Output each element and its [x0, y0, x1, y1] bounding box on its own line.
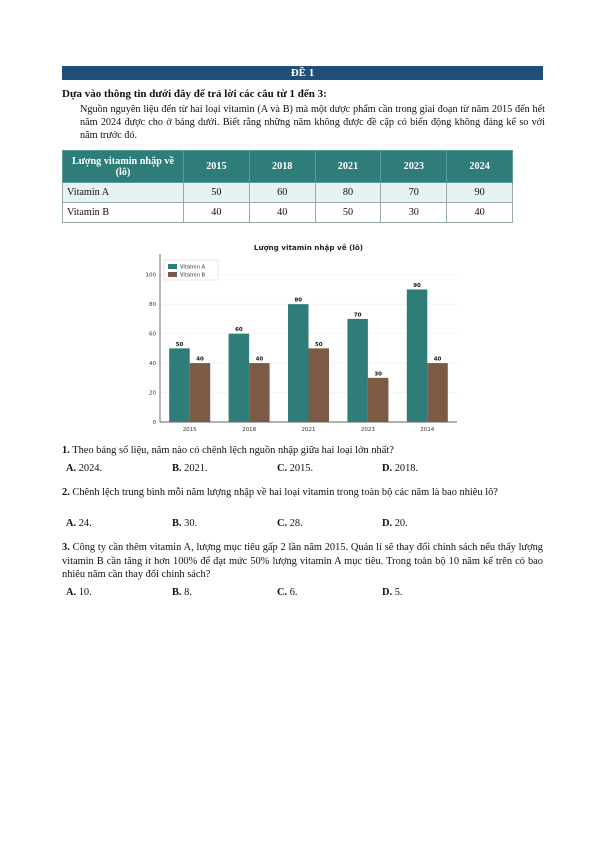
option-b[interactable] [172, 463, 208, 474]
bar [309, 348, 330, 422]
option-key: C. [277, 518, 288, 529]
option-text: 6. [289, 587, 298, 598]
table-header-label: Lượng vitamin nhập về (lô) [63, 151, 184, 183]
question-number: 3. [62, 542, 70, 553]
option-key: A. [66, 587, 77, 598]
bar-value-label: 70 [353, 312, 362, 319]
question-1-options [66, 463, 506, 477]
option-a[interactable] [66, 463, 102, 474]
exam-title: ĐỀ 1 [290, 67, 315, 79]
question-text: Chênh lệch trung bình mỗi năm lượng nhập về hai loại vitamin trong toàn bộ các năm là bao nhiêu lô? [72, 487, 498, 498]
legend-label: Vitamin B [180, 272, 206, 279]
y-tick-label: 100 [145, 272, 156, 279]
instructions: Dựa vào thông tin dưới đây để trả lời các câu từ 1 đến 3: [62, 88, 327, 100]
option-key: A. [66, 463, 77, 474]
bar [190, 363, 211, 422]
bar [288, 304, 309, 422]
option-text: 8. [184, 587, 192, 598]
table-row-label: Vitamin B [63, 203, 184, 223]
vitamin-table [62, 150, 513, 223]
x-tick-label: 2021 [301, 427, 316, 433]
option-key: B. [172, 587, 182, 598]
option-text: 5. [394, 587, 403, 598]
table-header-row [63, 151, 513, 183]
y-tick-label: 40 [149, 361, 156, 368]
bar-chart-container [135, 238, 465, 438]
table-cell: 50 [315, 203, 381, 223]
bar-value-label: 40 [433, 356, 442, 363]
question-1 [62, 444, 543, 458]
bar [347, 319, 368, 422]
option-b[interactable] [172, 587, 192, 598]
option-d[interactable] [382, 587, 403, 598]
table-cell: 60 [249, 183, 315, 203]
option-key: C. [277, 463, 288, 474]
option-c[interactable] [277, 587, 298, 598]
table-row [63, 183, 513, 203]
y-tick-label: 80 [149, 302, 156, 309]
x-tick-label: 2024 [420, 427, 435, 433]
option-c[interactable] [277, 463, 313, 474]
bar-value-label: 80 [294, 297, 303, 304]
option-d[interactable] [382, 463, 418, 474]
option-key: D. [382, 587, 393, 598]
table-header-year: 2023 [381, 151, 447, 183]
option-text: 2018. [394, 463, 419, 474]
question-2 [62, 486, 543, 500]
option-text: 30. [184, 518, 198, 529]
legend-swatch [168, 272, 177, 277]
option-text: 24. [78, 518, 92, 529]
option-key: C. [277, 587, 288, 598]
table-cell: 40 [249, 203, 315, 223]
chart-title: Lượng vitamin nhập về (lô) [253, 243, 364, 252]
question-3-options [66, 587, 506, 601]
bar-value-label: 90 [413, 282, 421, 289]
option-a[interactable] [66, 518, 92, 529]
table-row [63, 203, 513, 223]
table-cell: 30 [381, 203, 447, 223]
option-text: 2021. [184, 463, 208, 474]
question-3 [62, 541, 543, 582]
bar [169, 348, 190, 422]
table-row-label: Vitamin A [63, 183, 184, 203]
option-text: 10. [78, 587, 92, 598]
table-cell: 50 [184, 183, 250, 203]
option-text: 2024. [78, 463, 103, 474]
bar [229, 334, 250, 422]
x-tick-label: 2015 [182, 427, 197, 433]
table-cell: 40 [184, 203, 250, 223]
bar [249, 363, 270, 422]
option-text: 20. [394, 518, 408, 529]
exam-title-banner [62, 66, 543, 80]
option-a[interactable] [66, 587, 92, 598]
bar-value-label: 30 [374, 371, 382, 378]
y-tick-label: 0 [152, 420, 156, 426]
x-tick-label: 2018 [242, 427, 257, 433]
bar [427, 363, 448, 422]
option-key: B. [172, 518, 182, 529]
option-b[interactable] [172, 518, 197, 529]
question-text: Theo bảng số liệu, năm nào có chênh lệch nguồn nhập giữa hai loại lớn nhất? [72, 445, 394, 456]
table-header-year: 2015 [184, 151, 250, 183]
bar [407, 289, 428, 422]
option-key: B. [172, 463, 182, 474]
legend-swatch [168, 264, 177, 269]
table-cell: 80 [315, 183, 381, 203]
bar-value-label: 40 [196, 356, 204, 363]
table-header-year: 2024 [447, 151, 513, 183]
bar-value-label: 50 [314, 341, 323, 348]
x-tick-label: 2023 [360, 427, 375, 433]
bar-chart [135, 238, 465, 438]
question-number: 1. [62, 445, 70, 456]
table-header-year: 2018 [249, 151, 315, 183]
option-key: D. [382, 463, 393, 474]
option-text: 2015. [289, 463, 314, 474]
question-number: 2. [62, 487, 70, 498]
question-2-options [66, 518, 506, 532]
option-key: D. [382, 518, 393, 529]
option-d[interactable] [382, 518, 408, 529]
question-text: Công ty cần thêm vitamin A, lượng mục tiêu gấp 2 lần năm 2015. Quản lí sẽ thay đổi chính sách nếu thấy lượng vitamin B cần tăng ít hơn 100% để đạt mức 50% lượng vitamin A mục tiêu. Trong toàn bộ 10 năm kể trên có bao nhiêu năm cần thay đổi chính sách? [62, 542, 543, 580]
table-cell: 70 [381, 183, 447, 203]
legend-label: Vitamin A [180, 264, 206, 271]
bar-value-label: 60 [235, 327, 243, 334]
option-c[interactable] [277, 518, 303, 529]
bar-value-label: 40 [255, 356, 264, 363]
bar-value-label: 50 [175, 341, 184, 348]
y-tick-label: 60 [149, 331, 156, 338]
option-text: 28. [289, 518, 303, 529]
table-header-year: 2021 [315, 151, 381, 183]
passage-text: Nguồn nguyên liệu đến từ hai loại vitamin (A và B) mà một dược phẩm cần trong giai đoạn từ năm 2015 đến hết năm 2024 được cho ở bảng dưới. Biết rằng những năm không được đề cập có biến động không đáng kể so với năm trước đó. [80, 104, 545, 141]
bar [368, 378, 389, 422]
table-cell: 40 [447, 203, 513, 223]
y-tick-label: 20 [149, 390, 156, 397]
table-cell: 90 [447, 183, 513, 203]
option-key: A. [66, 518, 77, 529]
